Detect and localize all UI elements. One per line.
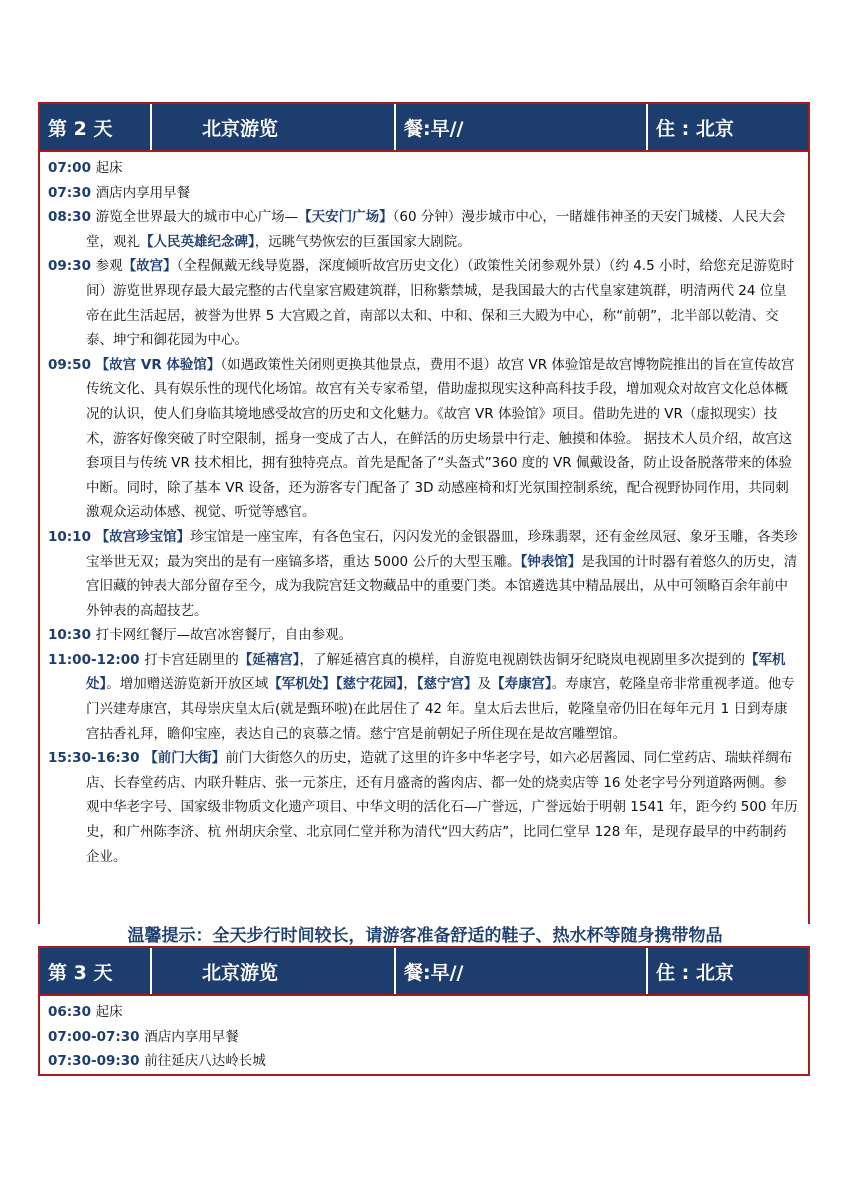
item-text: 及	[477, 676, 491, 693]
itinerary-item	[48, 746, 800, 869]
item-time: 07:00	[48, 160, 96, 176]
tip-text: 温馨提示：全天步行时间较长，请游客准备舒适的鞋子、热水杯等随身携带物品	[127, 926, 723, 946]
day3-header	[40, 948, 808, 996]
highlight-text: 【军机处】【慈宁花园】	[268, 676, 404, 693]
itinerary-item	[48, 525, 800, 623]
item-text: 打卡网红餐厅—故宫冰窖餐厅，自由参观。	[95, 627, 353, 644]
item-text: 是我国的计时器有着悠久的历史，清宫旧藏的钟表大部分留存至今，成为我院宫廷文物藏品中的重要门类。本馆遴选其中精品展出，从中可领略百余年前中外钟表的高超技艺。	[86, 553, 798, 619]
item-text: 。增加赠送游览新开放区域	[106, 676, 269, 693]
highlight-text: 【钟表馆】	[520, 553, 582, 570]
itinerary-item	[48, 181, 800, 206]
item-text: 珍宝馆是一座宝库，有各色宝石，闪闪发光的金银器皿，珍珠翡翠，还有金丝凤冠、象牙玉雕，各类珍宝举世无双；最为突出的是有一座镐多塔，重达 5000 公斤的大型玉雕。	[86, 528, 798, 570]
day-title: 北京游览	[152, 948, 396, 994]
itinerary-item	[48, 1000, 800, 1025]
item-text: 参观	[95, 258, 123, 275]
stay-info: 住 : 北京	[656, 961, 734, 984]
item-text: ，了解延禧宫真的模样，自游览电视剧铁齿铜牙纪晓岚电视剧里多次提到的	[299, 651, 745, 668]
itinerary-item	[48, 648, 800, 746]
highlight-text: 【故宫 VR 体验馆】	[95, 356, 221, 373]
itinerary-item	[48, 623, 800, 648]
item-text: 游览全世界最大的城市中心广场—	[95, 209, 299, 226]
day3-section	[38, 946, 810, 1076]
itinerary-item	[48, 353, 800, 525]
day3-itinerary	[40, 996, 808, 1074]
highlight-text: 【军机处】	[86, 651, 786, 693]
item-time: 07:30-09:30	[48, 1053, 145, 1070]
item-time: 06:30	[48, 1004, 96, 1020]
itinerary-item	[48, 205, 800, 254]
day2-itinerary	[40, 152, 808, 869]
item-time: 08:30	[48, 209, 96, 226]
highlight-text: 【寿康宫】	[491, 676, 552, 693]
item-text: 前门大街悠久的历史，造就了这里的许多中华老字号，如六必居酱园、同仁堂药店、瑞蚨祥绸布店、长春堂药店、内联升鞋店、张一元茶庄，还有月盛斋的酱肉店、都一处的烧卖店等 16 处老字号分列道路两侧。参观中华老字号、国家级非物质文化遗产项目、中华文明的活化石—广誉远，广誉远始于明朝 1541 年，距今约 500 年历史，和广州陈李济、杭 州胡庆余堂、北京同仁堂并称为清代“四大药店”，比同仁堂早 128 年，是现存最早的中药制药企业。	[86, 750, 798, 865]
item-text: ，	[403, 676, 417, 693]
day-title: 北京游览	[152, 104, 396, 150]
item-text: 起床	[95, 160, 123, 176]
highlight-text: 【前门大街】	[144, 750, 226, 767]
item-text: 酒店内享用早餐	[95, 184, 191, 201]
item-text: （如遇政策性关闭则更换其他景点，费用不退）故宫 VR 体验馆是故宫博物院推出的旨在宣传故宫传统文化、具有娱乐性的现代化场馆。故宫有关专家希望，借助虚拟现实这种高科技手段，增加观众对故宫文化总体概况的认识，使人们身临其境地感受故宫的历史和文化魅力。《故宫 VR 体验馆》项目。借助先进的 VR（虚拟现实）技术，游客好像突破了时空限制，摇身一变成了古人，在鲜活的历史场景中行走、触摸和体验。 据技术人员介绍，故宫这套项目与传统 VR 技术相比，拥有独特亮点。首先是配备了“头盔式”360 度的 VR 佩戴设备，防止设备脱落带来的体验中断。同时，除了基本 VR 设备，还为游客专门配备了 3D 动感座椅和灯光氛围控制系统，配合视野协同作用，共同刺激观众运动体感、视觉、听觉等感官。	[86, 356, 795, 521]
highlight-text: 【故宫】	[122, 258, 177, 275]
itinerary-item	[48, 254, 800, 352]
item-text: ，远眺气势恢宏的巨蛋国家大剧院。	[254, 233, 471, 250]
item-text: （全程佩戴无线导览器，深度倾听故宫历史文化）（政策性关闭参观外景）（约 4.5 小时，给您充足游览时间）游览世界现存最大最完整的古代皇家宫殿建筑群，旧称紫禁城，是我国最大的古代皇家建筑群，明清两代 24 位皇帝在此生活起居，被誉为世界 5 大宫殿之首，南部以太和、中和、保和三大殿为中心，称“前朝”，北半部以乾清、交泰、坤宁和御花园为中心。	[86, 258, 794, 349]
item-text: 。寿康宫，乾隆皇帝非常重视孝道。他专门兴建寿康宫，其母崇庆皇太后(就是甄环啦)在此居住了 42 年。皇太后去世后，乾隆皇帝仍旧在每年元月 1 日到寿康宫拈香礼拜，瞻仰宝座，表达自己的哀慕之情。慈宁宫是前朝妃子所住现在是故宫雕塑馆。	[86, 676, 795, 742]
stay-info: 住 : 北京	[656, 117, 734, 140]
itinerary-item	[48, 156, 800, 181]
item-time: 10:30	[48, 627, 96, 644]
item-text: （60 分钟）漫步城市中心，一睹雄伟神圣的天安门城楼、人民大会堂，观礼	[86, 209, 786, 250]
highlight-text: 【慈宁宫】	[416, 676, 478, 693]
item-text: 打卡宫廷剧里的	[144, 651, 239, 668]
item-time: 09:50	[48, 356, 96, 373]
item-time: 10:10	[48, 528, 96, 545]
day2-section	[38, 102, 810, 924]
day-label: 第 3 天	[40, 948, 152, 994]
day-label: 第 2 天	[40, 104, 152, 150]
day2-header	[40, 104, 808, 152]
itinerary-item	[48, 1025, 800, 1050]
highlight-text: 【延禧宫】	[238, 651, 300, 668]
meal-info: 餐:早//	[396, 948, 648, 994]
item-time: 09:30	[48, 258, 96, 275]
highlight-text: 【天安门广场】	[298, 209, 393, 226]
highlight-text: 【故宫珍宝馆】	[95, 528, 191, 545]
highlight-text: 【人民英雄纪念碑】	[140, 233, 255, 250]
item-time: 07:00-07:30	[48, 1028, 145, 1045]
meal-info: 餐:早//	[396, 104, 648, 150]
itinerary-item	[48, 1049, 800, 1074]
item-time: 07:30	[48, 184, 96, 201]
item-time: 11:00-12:00	[48, 651, 145, 668]
item-text: 起床	[95, 1004, 123, 1020]
item-text: 酒店内享用早餐	[144, 1028, 239, 1045]
item-text: 前往延庆八达岭长城	[144, 1053, 266, 1070]
item-time: 15:30-16:30	[48, 750, 145, 767]
